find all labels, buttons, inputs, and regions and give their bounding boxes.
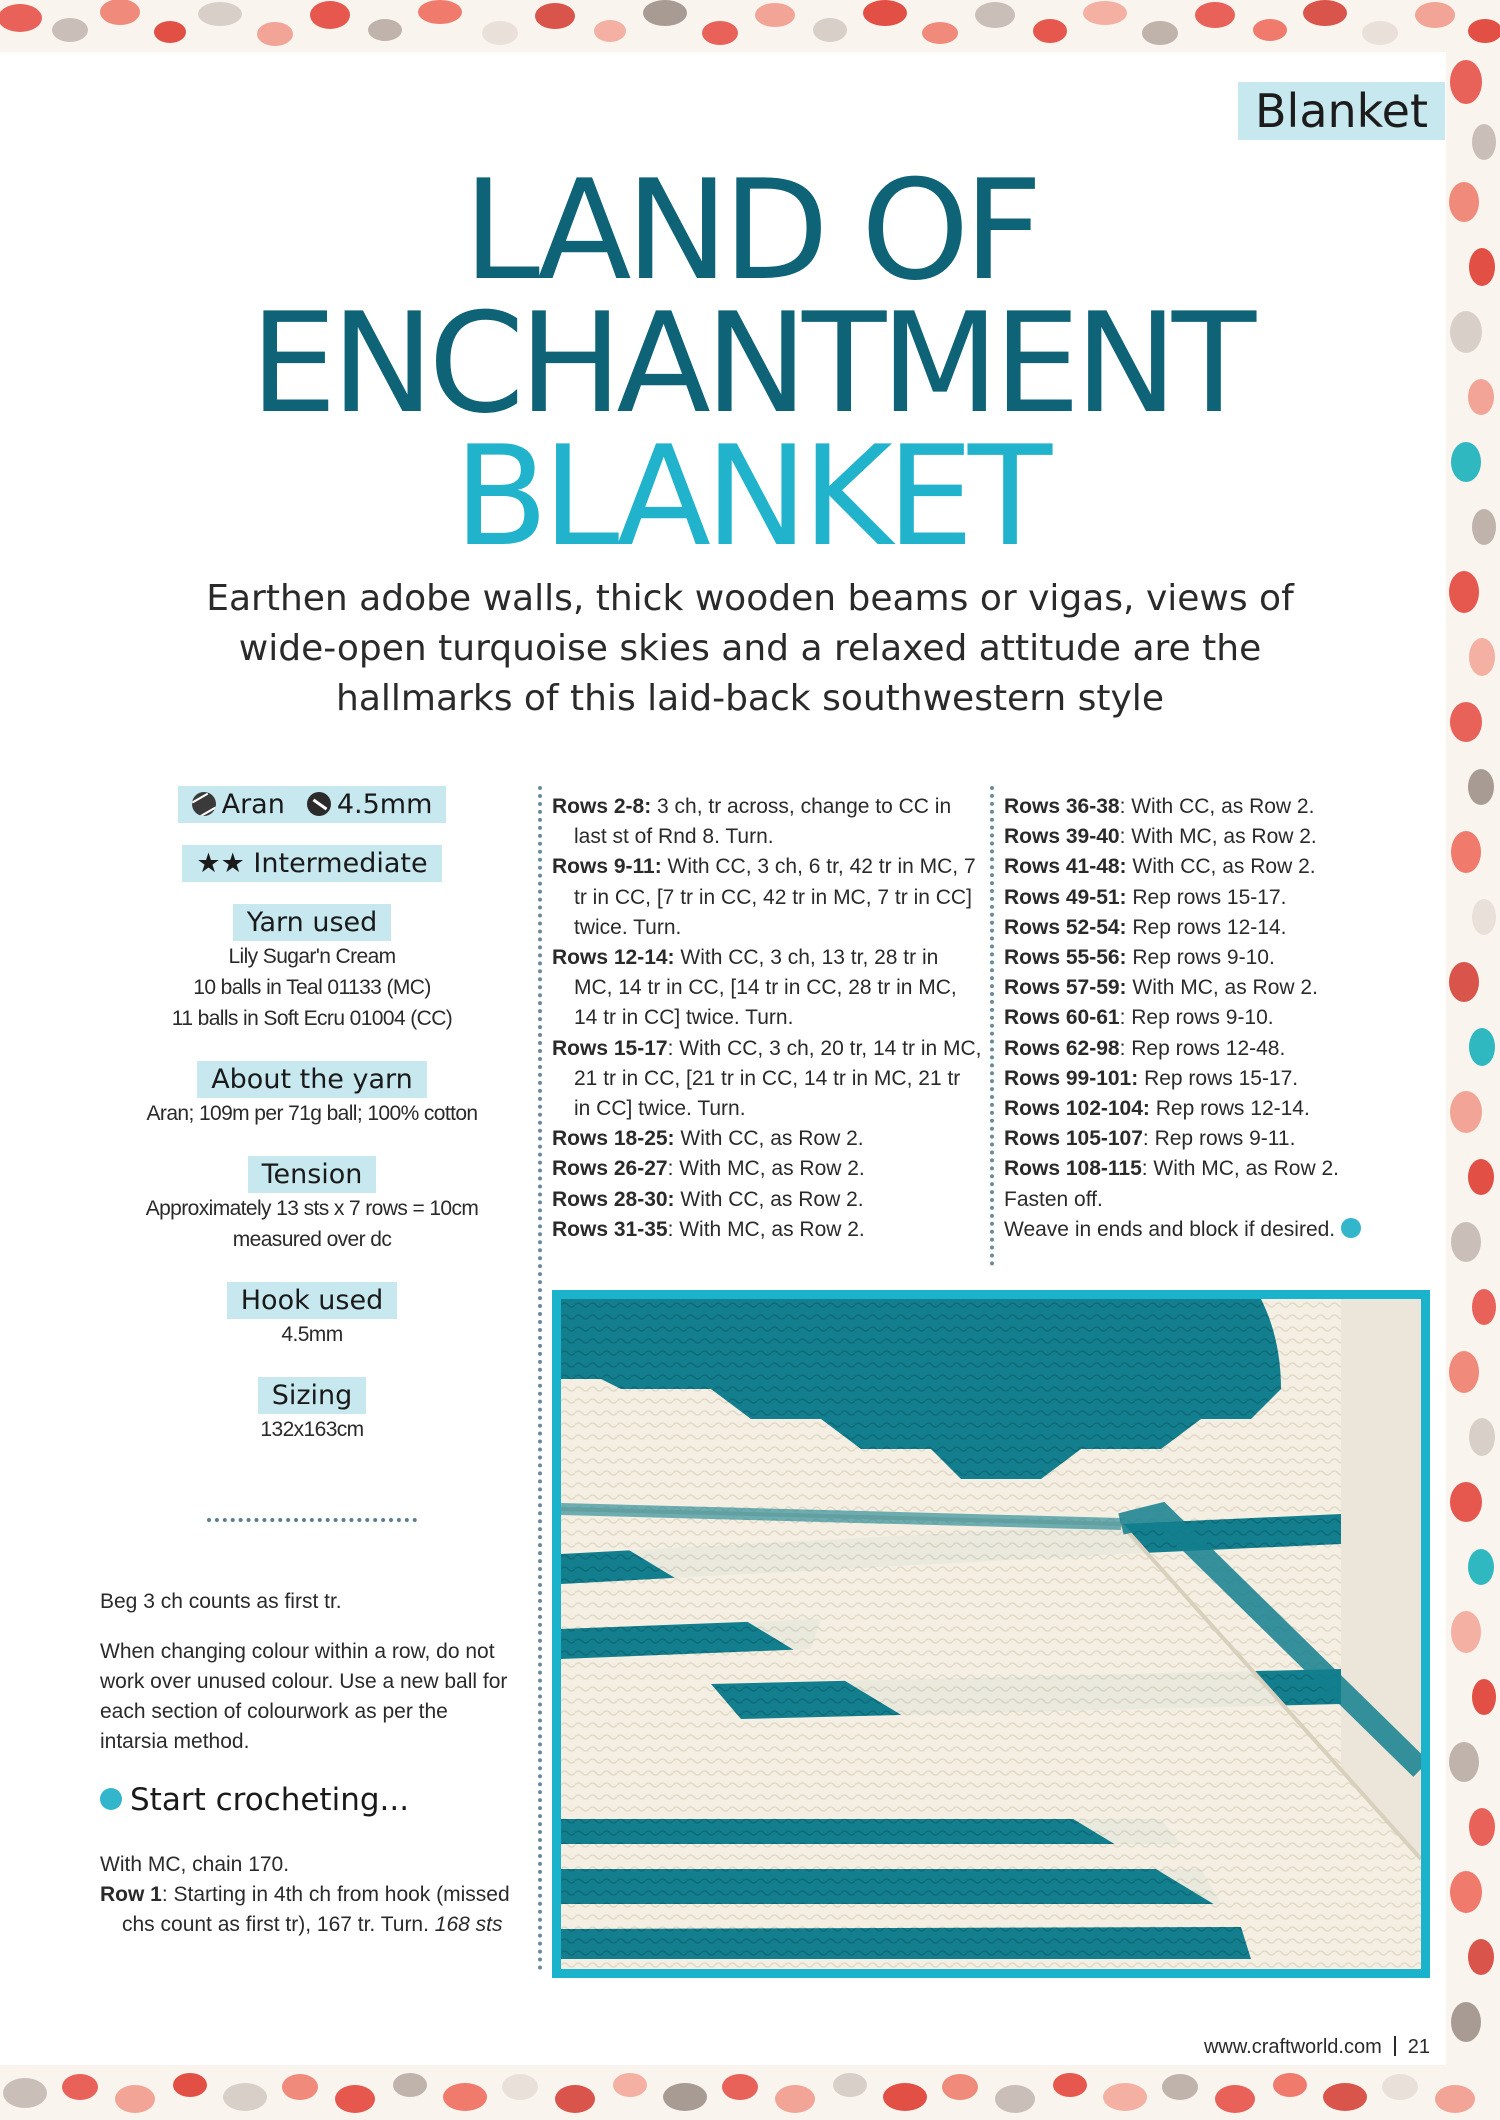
- row-label: Rows 12-14:: [552, 946, 675, 970]
- start-heading-text: Start crocheting...: [130, 1782, 410, 1818]
- pattern-row: [552, 852, 982, 943]
- row-text: With MC, as Row 2.: [1126, 976, 1318, 1000]
- start-heading: [100, 1782, 409, 1818]
- sizing-heading: Sizing: [258, 1377, 367, 1414]
- row-text: 3 ch, tr across, change to CC in last st of Rnd 8. Turn.: [574, 795, 952, 849]
- row-label: Rows 39-40: [1004, 825, 1120, 849]
- pattern-row: [552, 1215, 982, 1245]
- start-instructions: [100, 1850, 520, 1940]
- about-yarn-heading: About the yarn: [197, 1061, 427, 1098]
- column-divider-2: [990, 786, 994, 1266]
- weave-in-ends: [1004, 1215, 1424, 1245]
- row-label: Rows 49-51:: [1004, 885, 1127, 909]
- row-text: : Rep rows 9-10.: [1119, 1006, 1274, 1030]
- row-label: Rows 62-98: [1004, 1036, 1120, 1060]
- row-label: Rows 57-59:: [1004, 976, 1127, 1000]
- row-text: Rep rows 12-14.: [1126, 915, 1287, 939]
- row-text: : With CC, 3 ch, 20 tr, 14 tr in MC, 21 tr in CC, [21 tr in CC, 14 tr in MC, 21 tr in CC] twice. Turn.: [574, 1036, 982, 1121]
- pattern-row: [552, 1034, 982, 1125]
- standfirst: Earthen adobe walls, thick wooden beams or vigas, views of wide-open turquoise skies and a relaxed attitude are the hallmarks of this laid-back southwestern style: [206, 578, 1294, 719]
- row-label: Rows 15-17: [552, 1036, 668, 1060]
- start-line-1: With MC, chain 170.: [100, 1853, 290, 1876]
- pattern-row: [1004, 1034, 1424, 1064]
- pattern-row: [1004, 1003, 1424, 1033]
- row-text: Rep rows 15-17.: [1126, 885, 1287, 909]
- row-label: Rows 99-101:: [1004, 1066, 1139, 1090]
- info-column: [100, 786, 524, 1472]
- dotted-divider: [207, 1518, 417, 1522]
- note-1: Beg 3 ch counts as first tr.: [100, 1590, 342, 1613]
- pattern-row: [1004, 822, 1424, 852]
- row-text: : With MC, as Row 2.: [667, 1157, 865, 1181]
- footer-separator: [1394, 2036, 1396, 2056]
- row-text: With CC, 3 ch, 13 tr, 28 tr in MC, 14 tr in CC, [14 tr in CC, 28 tr in MC, 14 tr in CC] twice. Turn.: [574, 946, 957, 1030]
- row-text: : With MC, as Row 2.: [1119, 825, 1317, 849]
- pattern-row: [1004, 1124, 1424, 1154]
- blanket-illustration: [561, 1299, 1421, 1969]
- crochet-hook-icon: [307, 792, 331, 816]
- pattern-row: [1004, 883, 1424, 913]
- row-label: Rows 52-54:: [1004, 915, 1127, 939]
- pattern-row: [552, 1124, 982, 1154]
- yarn-used-heading: Yarn used: [233, 904, 392, 941]
- row-text: : With MC, as Row 2.: [1141, 1157, 1339, 1181]
- yarn-used-line-1: Lily Sugar'n Cream: [228, 945, 396, 968]
- about-yarn-text: Aran; 109m per 71g ball; 100% cotton: [146, 1102, 478, 1125]
- row-label: Rows 108-115: [1004, 1157, 1142, 1181]
- pattern-row: [1004, 1064, 1424, 1094]
- weave-in-ends-text: Weave in ends and block if desired.: [1004, 1217, 1336, 1241]
- row-text: With CC, 3 ch, 6 tr, 42 tr in MC, 7 tr in CC, [7 tr in CC, 42 tr in MC, 7 tr in CC] twice. Turn.: [574, 855, 976, 939]
- pattern-row: [552, 1185, 982, 1215]
- pattern-row: [1004, 1154, 1424, 1184]
- pattern-notes: [100, 1587, 520, 1777]
- row-label: Rows 55-56:: [1004, 946, 1127, 970]
- row-1-sts: 168 sts: [434, 1913, 503, 1936]
- rows-column-1: [552, 792, 982, 1245]
- row-1-label: Row 1: [100, 1883, 162, 1906]
- column-divider-1: [538, 786, 542, 1971]
- yarn-weight: Aran: [221, 789, 285, 820]
- title-line-3: BLANKET: [453, 416, 1047, 577]
- note-2: When changing colour within a row, do not work over unused colour. Use a new ball for each section of colourwork as per the intarsia method.: [100, 1640, 508, 1753]
- tension-line-1: Approximately 13 sts x 7 rows = 10cm: [145, 1197, 479, 1220]
- title-line-2: ENCHANTMENT: [249, 283, 1251, 444]
- row-label: Rows 41-48:: [1004, 855, 1127, 879]
- row-label: Rows 26-27: [552, 1157, 668, 1181]
- row-label: Rows 9-11:: [552, 855, 662, 879]
- row-label: Rows 60-61: [1004, 1006, 1120, 1030]
- sizing-text: 132x163cm: [260, 1418, 364, 1441]
- row-text: : With CC, as Row 2.: [1119, 795, 1315, 818]
- fasten-off: Fasten off.: [1004, 1187, 1103, 1211]
- hook-used-text: 4.5mm: [281, 1323, 343, 1346]
- row-text: : Rep rows 9-11.: [1142, 1127, 1296, 1151]
- row-label: Rows 102-104:: [1004, 1097, 1150, 1121]
- row-label: Rows 36-38: [1004, 795, 1120, 818]
- row-label: Rows 2-8:: [552, 795, 652, 818]
- difficulty-stars-icon: ★★: [196, 848, 245, 879]
- yarn-ball-icon: [192, 792, 216, 816]
- row-label: Rows 31-35: [552, 1217, 668, 1241]
- row-1-text: : Starting in 4th ch from hook (missed chs count as first tr), 167 tr. Turn.: [122, 1883, 510, 1936]
- tension-heading: Tension: [248, 1156, 377, 1193]
- row-label: Rows 105-107: [1004, 1127, 1143, 1151]
- yarn-used-line-3: 11 balls in Soft Ecru 01004 (CC): [171, 1007, 453, 1030]
- hook-size: 4.5mm: [336, 789, 433, 820]
- tension-line-2: measured over dc: [232, 1228, 392, 1251]
- hook-used-heading: Hook used: [227, 1282, 398, 1319]
- page-number: 21: [1407, 2036, 1430, 2058]
- yarn-hook-pill: [178, 786, 447, 823]
- pebble-border-bottom: [0, 2065, 1500, 2120]
- row-text: : Rep rows 12-48.: [1119, 1036, 1286, 1060]
- pattern-row: [552, 1154, 982, 1184]
- yarn-ball-icon: [100, 1788, 122, 1810]
- pattern-row: [1004, 943, 1424, 973]
- row-text: Rep rows 9-10.: [1126, 946, 1275, 970]
- row-text: Rep rows 12-14.: [1149, 1097, 1310, 1121]
- pattern-row: [1004, 792, 1424, 822]
- row-text: With CC, as Row 2.: [674, 1187, 864, 1211]
- pattern-row: [552, 792, 982, 852]
- pattern-row: [1004, 852, 1424, 882]
- pattern-row: [552, 943, 982, 1034]
- row-text: : With MC, as Row 2.: [667, 1217, 865, 1241]
- pattern-row: [1004, 913, 1424, 943]
- section-tag: Blanket: [1238, 82, 1445, 140]
- pattern-row: [1004, 973, 1424, 1003]
- row-label: Rows 18-25:: [552, 1127, 675, 1151]
- difficulty-label: Intermediate: [253, 848, 428, 879]
- footer-url[interactable]: www.craftworld.com: [1203, 2036, 1382, 2058]
- difficulty-pill: [182, 845, 441, 882]
- row-label: Rows 28-30:: [552, 1187, 675, 1211]
- row-text: Rep rows 15-17.: [1138, 1066, 1299, 1090]
- rows-column-2: [1004, 792, 1424, 1245]
- title-line-1: LAND OF: [463, 150, 1037, 311]
- yarn-used-line-2: 10 balls in Teal 01133 (MC): [193, 976, 431, 999]
- page-footer: [1204, 2036, 1430, 2059]
- row-text: With CC, as Row 2.: [674, 1127, 864, 1151]
- blanket-photo: [552, 1290, 1430, 1978]
- yarn-ball-icon: [1341, 1218, 1361, 1238]
- pebble-border-top: [0, 0, 1500, 52]
- pattern-row: [1004, 1094, 1424, 1124]
- row-text: With CC, as Row 2.: [1126, 855, 1316, 879]
- row-1: [100, 1880, 520, 1940]
